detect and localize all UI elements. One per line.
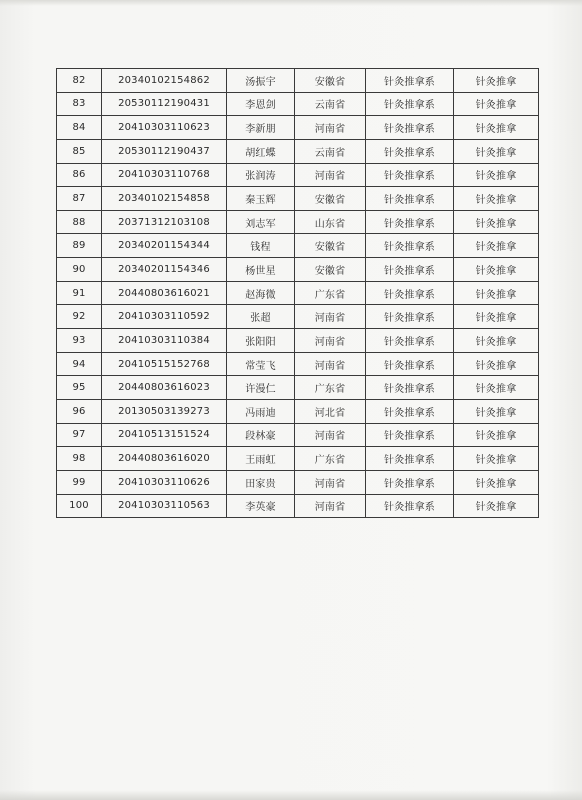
major-cell: 针灸推拿 <box>454 352 539 376</box>
department-cell: 针灸推拿系 <box>366 399 454 423</box>
table-row <box>57 399 539 423</box>
table-row <box>57 494 539 518</box>
exam-id-cell: 20410303110768 <box>102 163 227 187</box>
exam-id-cell: 20371312103108 <box>102 210 227 234</box>
row-number-cell: 93 <box>57 329 102 353</box>
table-row <box>57 305 539 329</box>
table-row <box>57 210 539 234</box>
exam-id-cell: 20440803616023 <box>102 376 227 400</box>
major-cell: 针灸推拿 <box>454 234 539 258</box>
province-cell: 河南省 <box>295 305 366 329</box>
row-number-cell: 97 <box>57 423 102 447</box>
province-cell: 安徽省 <box>295 187 366 211</box>
province-cell: 安徽省 <box>295 69 366 93</box>
table-row <box>57 69 539 93</box>
table-row <box>57 187 539 211</box>
student-name-cell: 张阳阳 <box>227 329 295 353</box>
table-row <box>57 234 539 258</box>
department-cell: 针灸推拿系 <box>366 281 454 305</box>
exam-id-cell: 20410303110563 <box>102 494 227 518</box>
student-name-cell: 李英豪 <box>227 494 295 518</box>
table-row <box>57 447 539 471</box>
student-name-cell: 李恩剑 <box>227 92 295 116</box>
province-cell: 河南省 <box>295 116 366 140</box>
exam-id-cell: 20340201154346 <box>102 258 227 282</box>
row-number-cell: 88 <box>57 210 102 234</box>
major-cell: 针灸推拿 <box>454 92 539 116</box>
major-cell: 针灸推拿 <box>454 329 539 353</box>
student-name-cell: 王雨虹 <box>227 447 295 471</box>
student-name-cell: 许漫仁 <box>227 376 295 400</box>
student-name-cell: 杨世星 <box>227 258 295 282</box>
student-roster-table <box>56 68 539 518</box>
province-cell: 河南省 <box>295 329 366 353</box>
row-number-cell: 83 <box>57 92 102 116</box>
department-cell: 针灸推拿系 <box>366 139 454 163</box>
exam-id-cell: 20340102154862 <box>102 69 227 93</box>
exam-id-cell: 20130503139273 <box>102 399 227 423</box>
province-cell: 云南省 <box>295 92 366 116</box>
table-row <box>57 139 539 163</box>
table-row <box>57 116 539 140</box>
department-cell: 针灸推拿系 <box>366 376 454 400</box>
exam-id-cell: 20530112190431 <box>102 92 227 116</box>
student-name-cell: 刘志军 <box>227 210 295 234</box>
row-number-cell: 84 <box>57 116 102 140</box>
student-name-cell: 汤振宇 <box>227 69 295 93</box>
major-cell: 针灸推拿 <box>454 494 539 518</box>
row-number-cell: 95 <box>57 376 102 400</box>
exam-id-cell: 20410303110592 <box>102 305 227 329</box>
department-cell: 针灸推拿系 <box>366 92 454 116</box>
row-number-cell: 82 <box>57 69 102 93</box>
department-cell: 针灸推拿系 <box>366 352 454 376</box>
province-cell: 广东省 <box>295 376 366 400</box>
student-name-cell: 冯雨迪 <box>227 399 295 423</box>
row-number-cell: 90 <box>57 258 102 282</box>
row-number-cell: 99 <box>57 470 102 494</box>
row-number-cell: 91 <box>57 281 102 305</box>
table-row <box>57 423 539 447</box>
exam-id-cell: 20340102154858 <box>102 187 227 211</box>
student-name-cell: 钱程 <box>227 234 295 258</box>
student-name-cell: 李新朋 <box>227 116 295 140</box>
province-cell: 安徽省 <box>295 258 366 282</box>
student-name-cell: 常莹飞 <box>227 352 295 376</box>
exam-id-cell: 20410513151524 <box>102 423 227 447</box>
department-cell: 针灸推拿系 <box>366 210 454 234</box>
major-cell: 针灸推拿 <box>454 281 539 305</box>
department-cell: 针灸推拿系 <box>366 423 454 447</box>
major-cell: 针灸推拿 <box>454 69 539 93</box>
exam-id-cell: 20410515152768 <box>102 352 227 376</box>
exam-id-cell: 20340201154344 <box>102 234 227 258</box>
province-cell: 山东省 <box>295 210 366 234</box>
department-cell: 针灸推拿系 <box>366 329 454 353</box>
province-cell: 河南省 <box>295 494 366 518</box>
exam-id-cell: 20440803616021 <box>102 281 227 305</box>
province-cell: 河南省 <box>295 470 366 494</box>
major-cell: 针灸推拿 <box>454 447 539 471</box>
province-cell: 广东省 <box>295 281 366 305</box>
major-cell: 针灸推拿 <box>454 305 539 329</box>
major-cell: 针灸推拿 <box>454 470 539 494</box>
row-number-cell: 87 <box>57 187 102 211</box>
exam-id-cell: 20530112190437 <box>102 139 227 163</box>
major-cell: 针灸推拿 <box>454 399 539 423</box>
exam-id-cell: 20440803616020 <box>102 447 227 471</box>
page-bottom-edge <box>0 790 582 800</box>
province-cell: 广东省 <box>295 447 366 471</box>
student-name-cell: 赵海微 <box>227 281 295 305</box>
table-row <box>57 376 539 400</box>
major-cell: 针灸推拿 <box>454 116 539 140</box>
major-cell: 针灸推拿 <box>454 187 539 211</box>
row-number-cell: 98 <box>57 447 102 471</box>
table-row <box>57 258 539 282</box>
exam-id-cell: 20410303110384 <box>102 329 227 353</box>
student-name-cell: 张超 <box>227 305 295 329</box>
department-cell: 针灸推拿系 <box>366 187 454 211</box>
table-row <box>57 163 539 187</box>
major-cell: 针灸推拿 <box>454 163 539 187</box>
table-row <box>57 470 539 494</box>
row-number-cell: 85 <box>57 139 102 163</box>
page-top-edge <box>0 0 582 6</box>
major-cell: 针灸推拿 <box>454 376 539 400</box>
student-name-cell: 张润涛 <box>227 163 295 187</box>
department-cell: 针灸推拿系 <box>366 163 454 187</box>
student-name-cell: 秦玉辉 <box>227 187 295 211</box>
province-cell: 河南省 <box>295 352 366 376</box>
department-cell: 针灸推拿系 <box>366 258 454 282</box>
table-row <box>57 329 539 353</box>
table-row <box>57 352 539 376</box>
row-number-cell: 92 <box>57 305 102 329</box>
province-cell: 云南省 <box>295 139 366 163</box>
exam-id-cell: 20410303110623 <box>102 116 227 140</box>
row-number-cell: 100 <box>57 494 102 518</box>
province-cell: 安徽省 <box>295 234 366 258</box>
major-cell: 针灸推拿 <box>454 423 539 447</box>
department-cell: 针灸推拿系 <box>366 447 454 471</box>
department-cell: 针灸推拿系 <box>366 305 454 329</box>
student-name-cell: 田家贵 <box>227 470 295 494</box>
province-cell: 河北省 <box>295 399 366 423</box>
exam-id-cell: 20410303110626 <box>102 470 227 494</box>
province-cell: 河南省 <box>295 423 366 447</box>
department-cell: 针灸推拿系 <box>366 69 454 93</box>
row-number-cell: 86 <box>57 163 102 187</box>
major-cell: 针灸推拿 <box>454 139 539 163</box>
row-number-cell: 96 <box>57 399 102 423</box>
roster-table-body <box>57 69 539 518</box>
table-row <box>57 92 539 116</box>
province-cell: 河南省 <box>295 163 366 187</box>
department-cell: 针灸推拿系 <box>366 234 454 258</box>
department-cell: 针灸推拿系 <box>366 116 454 140</box>
row-number-cell: 89 <box>57 234 102 258</box>
row-number-cell: 94 <box>57 352 102 376</box>
student-name-cell: 段林豪 <box>227 423 295 447</box>
department-cell: 针灸推拿系 <box>366 494 454 518</box>
major-cell: 针灸推拿 <box>454 210 539 234</box>
student-name-cell: 胡红蝶 <box>227 139 295 163</box>
major-cell: 针灸推拿 <box>454 258 539 282</box>
department-cell: 针灸推拿系 <box>366 470 454 494</box>
table-row <box>57 281 539 305</box>
